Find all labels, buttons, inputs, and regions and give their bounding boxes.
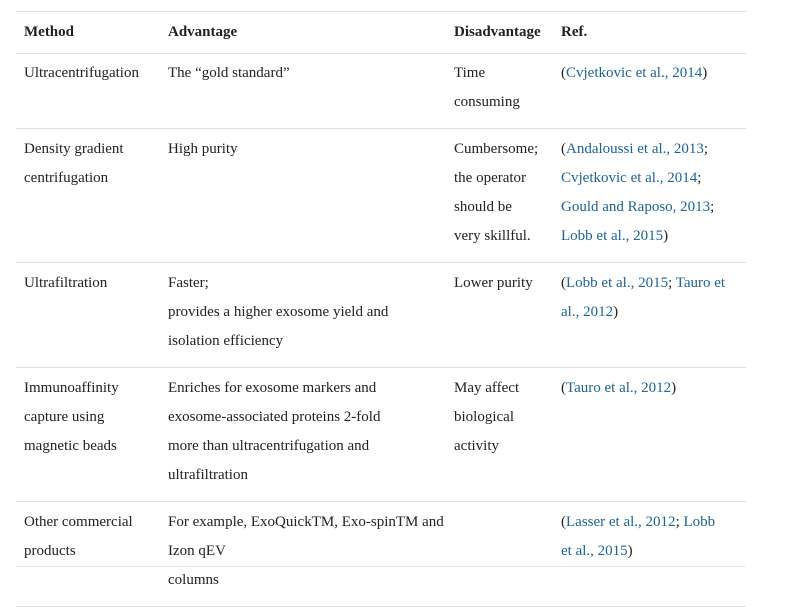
cell-method [16, 502, 160, 607]
ref-line [561, 222, 746, 251]
cell-method [16, 129, 160, 263]
citation-link[interactable]: Lobb et al., 2015 [561, 228, 664, 244]
cell-ref [553, 263, 746, 368]
ref-line [561, 164, 746, 193]
advantage-line: The “gold standard” [168, 65, 290, 81]
citation-punctuation: ( [561, 514, 566, 530]
citation-link[interactable]: Cvjetkovic et al., 2014 [566, 65, 703, 81]
cell-disadvantage [446, 129, 553, 263]
method-line: Immunoaffinity [24, 380, 119, 396]
disadvantage-line: very skillful. [454, 228, 531, 244]
cell-method [16, 54, 160, 129]
citation-punctuation: ; [697, 170, 702, 186]
ref-line [561, 59, 746, 88]
cell-ref [553, 368, 746, 502]
method-line: centrifugation [24, 170, 109, 186]
citation-punctuation: ) [671, 380, 677, 396]
ref-line [561, 537, 746, 566]
citation-link[interactable]: Lobb et al., 2015 [566, 275, 669, 291]
disadvantage-line: consuming [454, 94, 520, 110]
disadvantage-line: May affect [454, 380, 520, 396]
disadvantage-line: the operator [454, 170, 527, 186]
cell-advantage [160, 368, 446, 502]
citation-link[interactable]: Gould and Raposo, 2013 [561, 199, 711, 215]
cell-disadvantage [446, 368, 553, 502]
bottom-divider [16, 566, 746, 567]
header-disadvantage: Disadvantage [446, 12, 553, 54]
method-line: Ultracentrifugation [24, 65, 139, 81]
method-line: Ultrafiltration [24, 275, 108, 291]
citation-link[interactable]: et al., 2015 [561, 543, 628, 559]
disadvantage-line: should be [454, 199, 512, 215]
table-row [16, 368, 746, 502]
cell-disadvantage [446, 263, 553, 368]
citation-punctuation: ( [561, 141, 566, 157]
advantage-line: ultrafiltration [168, 467, 248, 483]
disadvantage-line: biological [454, 409, 514, 425]
method-line: Density gradient [24, 141, 124, 157]
cell-disadvantage [446, 502, 553, 607]
citation-punctuation: ) [702, 65, 708, 81]
cell-advantage [160, 263, 446, 368]
citation-link[interactable]: Tauro et al., 2012 [566, 380, 672, 396]
table-header-row [16, 12, 746, 54]
ref-line [561, 508, 746, 537]
citation-link[interactable]: Andaloussi et al., 2013 [566, 141, 704, 157]
ref-line [561, 374, 746, 403]
table-row [16, 54, 746, 129]
ref-line [561, 269, 746, 298]
citation-punctuation: ; [668, 275, 676, 291]
cell-method [16, 263, 160, 368]
ref-line [561, 193, 746, 222]
advantage-line: Enriches for exosome markers and [168, 380, 377, 396]
advantage-line: Faster; [168, 275, 209, 291]
disadvantage-line: Time [454, 65, 486, 81]
citation-punctuation: ) [613, 304, 619, 320]
ref-line [561, 298, 746, 327]
disadvantage-line: Cumbersome; [454, 141, 539, 157]
cell-method [16, 368, 160, 502]
advantage-line: more than ultracentrifugation and [168, 438, 370, 454]
cell-advantage [160, 502, 446, 607]
comparison-table-container [16, 11, 746, 607]
citation-punctuation: ( [561, 65, 566, 81]
citation-punctuation: ) [663, 228, 669, 244]
advantage-line: columns [168, 572, 219, 588]
citation-punctuation: ; [703, 141, 709, 157]
table-row [16, 502, 746, 607]
citation-punctuation: ) [627, 543, 633, 559]
cell-disadvantage [446, 54, 553, 129]
advantage-line: isolation efficiency [168, 333, 284, 349]
exosome-isolation-methods-table [16, 11, 746, 607]
citation-link[interactable]: al., 2012 [561, 304, 614, 320]
citation-punctuation: ; [675, 514, 684, 530]
cell-advantage [160, 54, 446, 129]
table-row [16, 263, 746, 368]
advantage-line: For example, ExoQuickTM, Exo-spinTM and Izon qEV [168, 514, 444, 559]
header-ref: Ref. [553, 12, 746, 54]
table-body [16, 54, 746, 607]
disadvantage-line: activity [454, 438, 499, 454]
header-method: Method [16, 12, 160, 54]
citation-punctuation: ( [561, 380, 566, 396]
cell-ref [553, 129, 746, 263]
citation-link[interactable]: Tauro et [675, 275, 726, 291]
cell-advantage [160, 129, 446, 263]
table-row [16, 129, 746, 263]
cell-ref [553, 54, 746, 129]
header-advantage: Advantage [160, 12, 446, 54]
advantage-line: High purity [168, 141, 238, 157]
advantage-line: exosome-associated proteins 2-fold [168, 409, 381, 425]
citation-link[interactable]: Lobb [683, 514, 716, 530]
cell-ref [553, 502, 746, 607]
ref-line [561, 135, 746, 164]
method-line: products [24, 543, 76, 559]
advantage-line: provides a higher exosome yield and [168, 304, 389, 320]
citation-punctuation: ; [710, 199, 715, 215]
citation-link[interactable]: Lasser et al., 2012 [566, 514, 676, 530]
method-line: Other commercial [24, 514, 133, 530]
citation-punctuation: ( [561, 275, 566, 291]
method-line: magnetic beads [24, 438, 117, 454]
disadvantage-line: Lower purity [454, 275, 533, 291]
citation-link[interactable]: Cvjetkovic et al., 2014 [561, 170, 698, 186]
method-line: capture using [24, 409, 105, 425]
